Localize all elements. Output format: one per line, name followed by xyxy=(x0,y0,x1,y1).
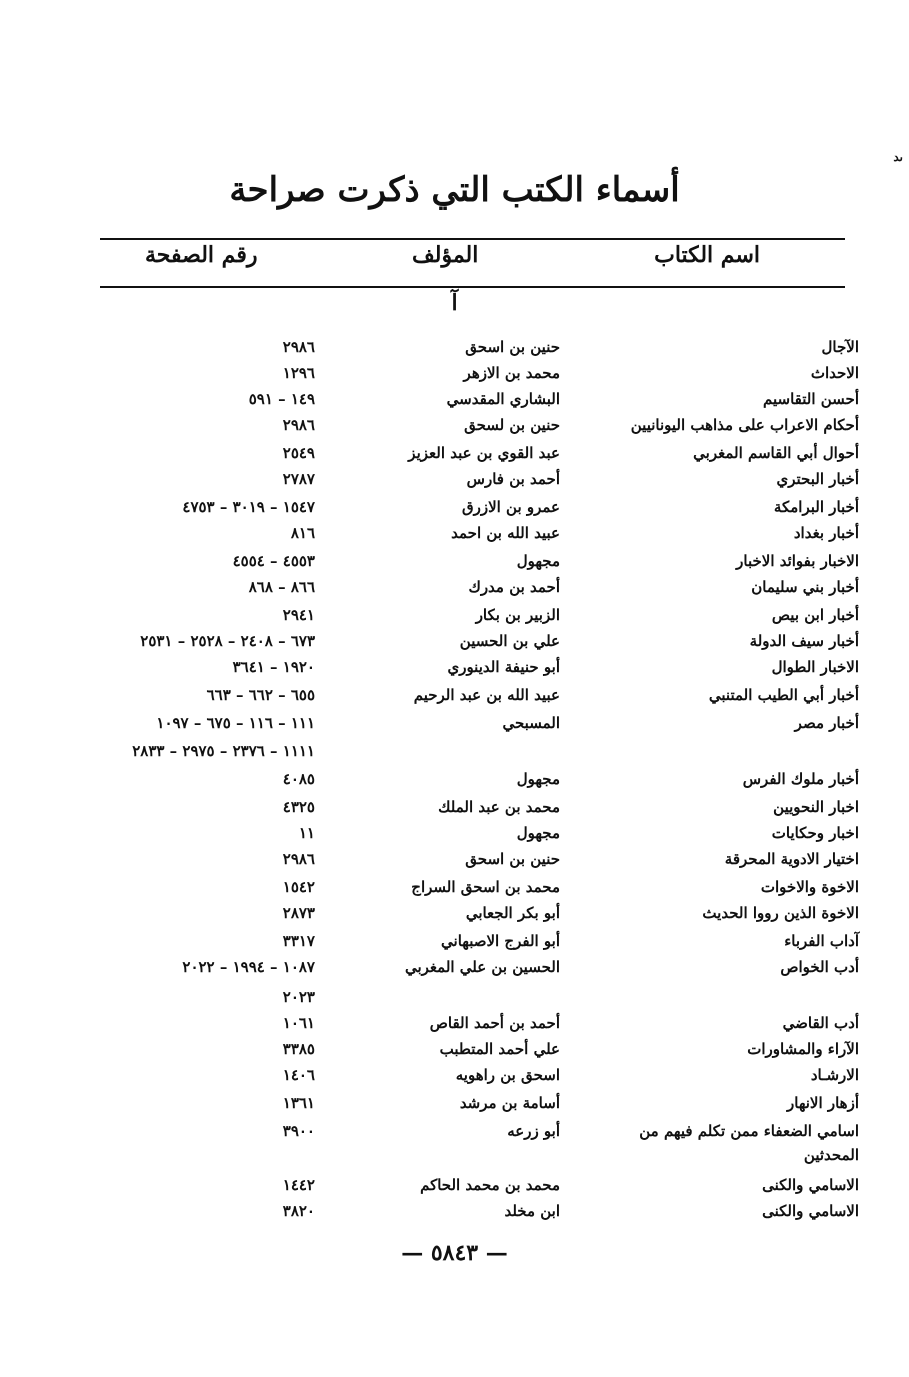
table-row xyxy=(0,1176,909,1202)
author-name: محمد بن الازهر xyxy=(463,364,560,382)
table-row xyxy=(0,1040,909,1066)
author-name: عبيد الله بن عبد الرحيم xyxy=(413,686,560,704)
page-numbers: ٣٩٠٠ xyxy=(282,1122,315,1140)
table-row xyxy=(0,932,909,958)
table-row xyxy=(0,338,909,364)
book-title: الاحداث xyxy=(810,364,859,382)
book-title: الاخبار بفوائد الاخبار xyxy=(736,552,859,570)
author-name: اسحق بن راهويه xyxy=(455,1066,560,1084)
page-numbers: ١٥٤٢ xyxy=(282,878,315,896)
book-title: أحكام الاعراب على مذاهب اليونانيين xyxy=(630,416,859,434)
author-name: الزبير بن بكار xyxy=(475,606,560,624)
author-name: أحمد بن فارس xyxy=(466,470,560,488)
author-name: أسامة بن مرشد xyxy=(459,1094,560,1112)
table-row xyxy=(0,958,909,984)
table-row xyxy=(0,714,909,740)
book-title: أزهار الانهار xyxy=(787,1094,859,1112)
book-title: أخبار أبي الطيب المتنبي xyxy=(708,686,859,704)
author-name: مجهول xyxy=(516,552,560,570)
page-numbers: ٤٠٨٥ xyxy=(282,770,315,788)
book-title: أخبار ابن بيص xyxy=(771,606,859,624)
section-letter: آ xyxy=(451,290,458,316)
book-title: الاسامي والكنى xyxy=(762,1176,859,1194)
table-row xyxy=(0,1014,909,1040)
book-title: الاخوة والاخوات xyxy=(760,878,859,896)
table-row xyxy=(0,742,909,768)
book-title: أدب القاضي xyxy=(782,1014,859,1032)
header-bottom-rule xyxy=(100,286,845,288)
page-numbers: ١١ xyxy=(298,824,315,842)
book-title: أخبار البرامكة xyxy=(773,498,859,516)
column-header-page: رقم الصفحة xyxy=(145,242,258,268)
author-name: علي بن الحسين xyxy=(459,632,560,650)
page-numbers: ١٥٤٧ – ٣٠١٩ – ٤٧٥٣ xyxy=(182,498,315,516)
author-name: حنين بن لسحق xyxy=(464,416,560,434)
table-row xyxy=(0,470,909,496)
book-title: الاخوة الذين رووا الحديث xyxy=(702,904,859,922)
author-name: أبو الفرج الاصبهاني xyxy=(441,932,560,950)
page-numbers: ١٠٨٧ – ١٩٩٤ – ٢٠٢٢ xyxy=(182,958,315,976)
table-row xyxy=(0,632,909,658)
page-numbers: ٢٨٧٣ xyxy=(282,904,315,922)
table-row xyxy=(0,552,909,578)
table-row xyxy=(0,578,909,604)
column-header-book: اسم الكتاب xyxy=(654,242,760,268)
author-name: البشاري المقدسي xyxy=(446,390,560,408)
book-title: آداب الفرباء xyxy=(784,932,859,950)
page-numbers: ٢٩٨٦ xyxy=(282,850,315,868)
author-name: أبو حنيفة الدينوري xyxy=(447,658,560,676)
page-numbers: ٢٧٨٧ xyxy=(282,470,315,488)
author-name: علي أحمد المتطبب xyxy=(439,1040,560,1058)
page-numbers: ٣٣١٧ xyxy=(282,932,315,950)
author-name: المسبحي xyxy=(502,714,560,732)
book-title: أدب الخواص xyxy=(780,958,859,976)
author-name: مجهول xyxy=(516,824,560,842)
page-numbers: ٦٥٥ – ٦٦٢ – ٦٦٣ xyxy=(206,686,315,704)
table-row xyxy=(0,770,909,796)
page-numbers: ١٤٩ – ٥٩١ xyxy=(248,390,315,408)
book-title: الاخبار الطوال xyxy=(771,658,859,676)
table-row xyxy=(0,686,909,712)
author-name: أحمد بن مدرك xyxy=(468,578,560,596)
page-numbers: ٢٩٨٦ xyxy=(282,338,315,356)
table-header xyxy=(100,240,845,280)
page-numbers: ١٤٠٦ xyxy=(282,1066,315,1084)
table-row xyxy=(0,390,909,416)
book-title: أخبار ملوك الفرس xyxy=(742,770,859,788)
table-row xyxy=(0,798,909,824)
table-row xyxy=(0,444,909,470)
page-numbers: ٣٨٢٠ xyxy=(282,1202,315,1220)
margin-mark: ىد xyxy=(893,150,903,164)
page-numbers: ١٤٤٢ xyxy=(282,1176,315,1194)
table-row xyxy=(0,878,909,904)
page-title: أسماء الكتب التي ذكرت صراحة xyxy=(229,170,680,210)
book-title: اسامي الضعفاء ممن تكلم فيهم من xyxy=(639,1122,859,1140)
book-title: أخبار بني سليمان xyxy=(751,578,859,596)
table-row xyxy=(0,824,909,850)
table-row xyxy=(0,658,909,684)
page-numbers: ١١١١ – ٢٣٧٦ – ٢٩٧٥ – ٢٨٣٣ xyxy=(132,742,315,760)
author-name: حنين بن اسحق xyxy=(465,850,560,868)
book-title: أخبار سيف الدولة xyxy=(749,632,859,650)
author-name: حنين بن اسحق xyxy=(465,338,560,356)
table-row xyxy=(0,416,909,442)
author-name: محمد بن محمد الحاكم xyxy=(420,1176,560,1194)
column-header-author: المؤلف xyxy=(412,242,479,268)
author-name: الحسين بن علي المغربي xyxy=(404,958,560,976)
table-row xyxy=(0,1122,909,1148)
page-numbers: ٨٦٦ – ٨٦٨ xyxy=(248,578,315,596)
book-title: أخبار مصر xyxy=(794,714,859,732)
page-numbers: ٨١٦ xyxy=(290,524,315,542)
page-numbers: ٢٩٨٦ xyxy=(282,416,315,434)
book-title: أحوال أبي القاسم المغربي xyxy=(693,444,859,462)
table-row xyxy=(0,1094,909,1120)
page-numbers: ١٩٢٠ – ٣٦٤١ xyxy=(232,658,315,676)
table-row xyxy=(0,1202,909,1228)
author-name: أحمد بن أحمد القاص xyxy=(429,1014,560,1032)
page-numbers: ٤٣٢٥ xyxy=(282,798,315,816)
book-title: اخبار النحويين xyxy=(773,798,859,816)
page-numbers: ٢٠٢٣ xyxy=(282,988,315,1006)
table-row xyxy=(0,524,909,550)
book-title: اختيار الادوية المحرقة xyxy=(724,850,859,868)
page-numbers: ١١١ – ١١٦ – ٦٧٥ – ١٠٩٧ xyxy=(156,714,315,732)
page-numbers: ٢٩٤١ xyxy=(282,606,315,624)
page-numbers: ٦٧٣ – ٢٤٠٨ – ٢٥٢٨ – ٢٥٣١ xyxy=(140,632,315,650)
book-title: أحسن التقاسيم xyxy=(763,390,859,408)
author-name: مجهول xyxy=(516,770,560,788)
book-title: المحدثين xyxy=(803,1146,859,1164)
table-row xyxy=(0,1146,909,1172)
table-row xyxy=(0,904,909,930)
table-row xyxy=(0,988,909,1014)
table-row xyxy=(0,498,909,524)
page-numbers: ٤٥٥٣ – ٤٥٥٤ xyxy=(232,552,315,570)
table-row xyxy=(0,364,909,390)
author-name: عمرو بن الازرق xyxy=(461,498,560,516)
book-title: أخبار بغداد xyxy=(793,524,859,542)
author-name: ابن مخلد xyxy=(504,1202,560,1220)
book-title: أخبار البحتري xyxy=(776,470,859,488)
page-numbers: ٣٣٨٥ xyxy=(282,1040,315,1058)
page-numbers: ١٢٩٦ xyxy=(282,364,315,382)
book-title: الآجال xyxy=(821,338,859,356)
author-name: عبيد الله بن احمد xyxy=(451,524,560,542)
book-title: الاسامي والكنى xyxy=(762,1202,859,1220)
page-numbers: ١٣٦١ xyxy=(282,1094,315,1112)
author-name: عبد القوي بن عبد العزيز xyxy=(408,444,560,462)
page-numbers: ٢٥٤٩ xyxy=(282,444,315,462)
author-name: أبو بكر الجعابي xyxy=(465,904,560,922)
author-name: أبو زرعه xyxy=(507,1122,560,1140)
book-title: اخبار وحكايات xyxy=(771,824,859,842)
page-number: — ٥٨٤٣ — xyxy=(401,1240,508,1266)
author-name: محمد بن اسحق السراج xyxy=(411,878,560,896)
page-numbers: ١٠٦١ xyxy=(282,1014,315,1032)
table-row xyxy=(0,850,909,876)
table-row xyxy=(0,606,909,632)
book-title: الارشـاد xyxy=(810,1066,859,1084)
table-row xyxy=(0,1066,909,1092)
author-name: محمد بن عبد الملك xyxy=(438,798,560,816)
book-title: الآراء والمشاورات xyxy=(747,1040,859,1058)
